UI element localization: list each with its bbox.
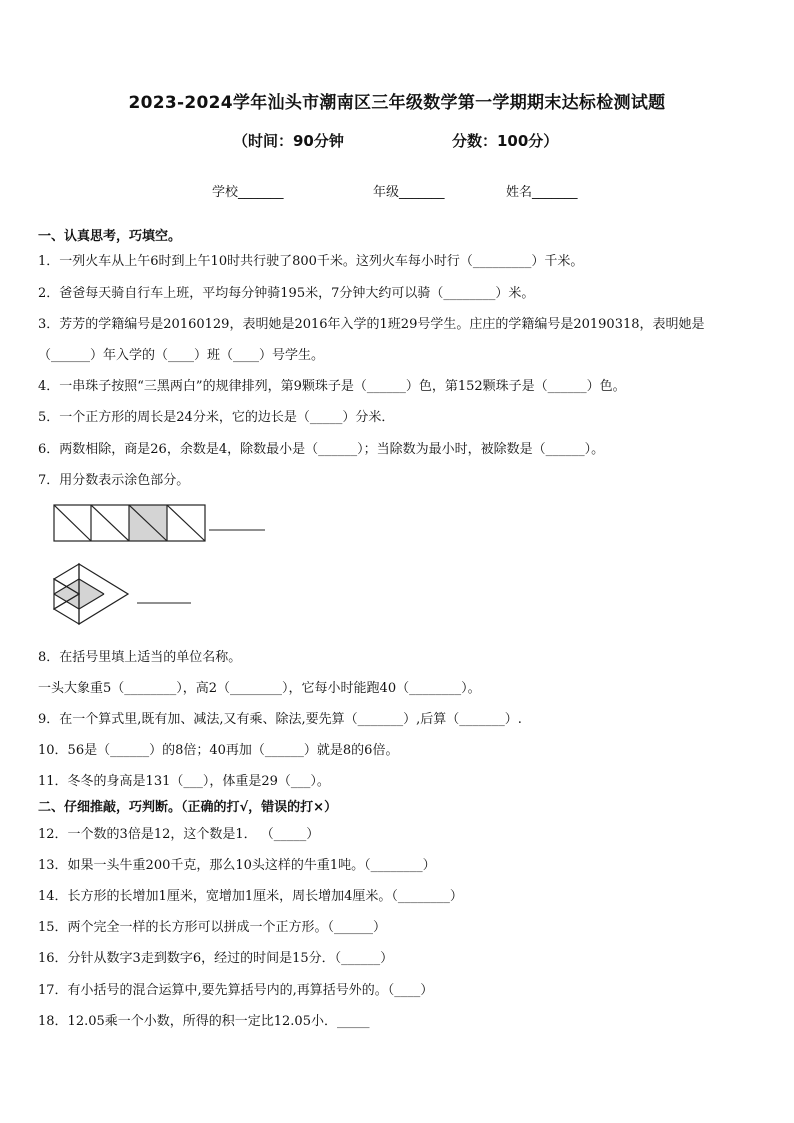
exam-score: 分数：100分） [452,132,559,150]
question-5: 5．一个正方形的周长是24分米，它的边长是（_____）分米． [38,410,395,425]
question-14: 14．长方形的长增加1厘米，宽增加1厘米，周长增加4厘米。（________） [38,889,463,904]
square-strip-figure [54,505,205,541]
shaded-triangle [54,579,79,609]
question-8: 8．在括号里填上适当的单位名称。 [38,650,242,665]
question-18: 18．12.05乘一个小数，所得的积一定比12.05小．_____ [38,1014,370,1029]
question-3a: 3．芳芳的学籍编号是20160129，表明她是2016年入学的1班29号学生。庄庄的学籍编号是20190318，表明她是 [38,317,705,332]
question-1: 1．一列火车从上午6时到上午10时共行驶了800千米。这列火车每小时行（_________）千米。 [38,254,584,269]
exam-time: （时间：90分钟 [233,132,344,150]
name-field[interactable]: 姓名_______ [506,185,578,200]
question-7: 7．用分数表示涂色部分。 [38,473,190,488]
question-16: 16．分针从数字3走到数字6，经过的时间是15分．（______） [38,951,394,966]
school-field[interactable]: 学校_______ [212,185,284,200]
question-2: 2．爸爸每天骑自行车上班，平均每分钟骑195米，7分钟大约可以骑（________）米。 [38,286,535,301]
question-11: 11．冬冬的身高是131（___），体重是29（___）。 [38,774,330,789]
question-6: 6．两数相除，商是26，余数是4，除数最小是（______）；当除数为最小时，被除数是（______）。 [38,442,605,457]
section-1-heading: 一、认真思考，巧填空。 [38,229,182,244]
question-12: 12．一个数的3倍是12，这个数是1． （_____） [38,827,320,842]
question-13: 13．如果一头牛重200千克，那么10头这样的牛重1吨。（________） [38,858,436,873]
question-15: 15．两个完全一样的长方形可以拼成一个正方形。（______） [38,920,387,935]
triangle-figure [54,564,128,624]
section-2-heading: 二、仔细推敲，巧判断。（正确的打√，错误的打×） [38,800,338,815]
grade-field[interactable]: 年级_______ [373,185,445,200]
page-title: 2023-2024学年汕头市潮南区三年级数学第一学期期末达标检测试题 [128,93,666,113]
question-17: 17．有小括号的混合运算中,要先算括号内的,再算括号外的。（____） [38,983,434,998]
question-9: 9．在一个算式里,既有加、减法,又有乘、除法,要先算（_______）,后算（_______）. [38,712,522,727]
question-3b: （______）年入学的（____）班（____）号学生。 [38,348,325,363]
question-4: 4．一串珠子按照“三黑两白”的规律排列，第9颗珠子是（______）色，第152颗珠子是（______）色。 [38,379,626,394]
question-10: 10．56是（______）的8倍；40再加（______）就是8的6倍。 [38,743,399,758]
question-8b: 一头大象重5（________），高2（________），它每小时能跑40（________）。 [38,681,481,696]
shaded-triangle [79,579,104,609]
